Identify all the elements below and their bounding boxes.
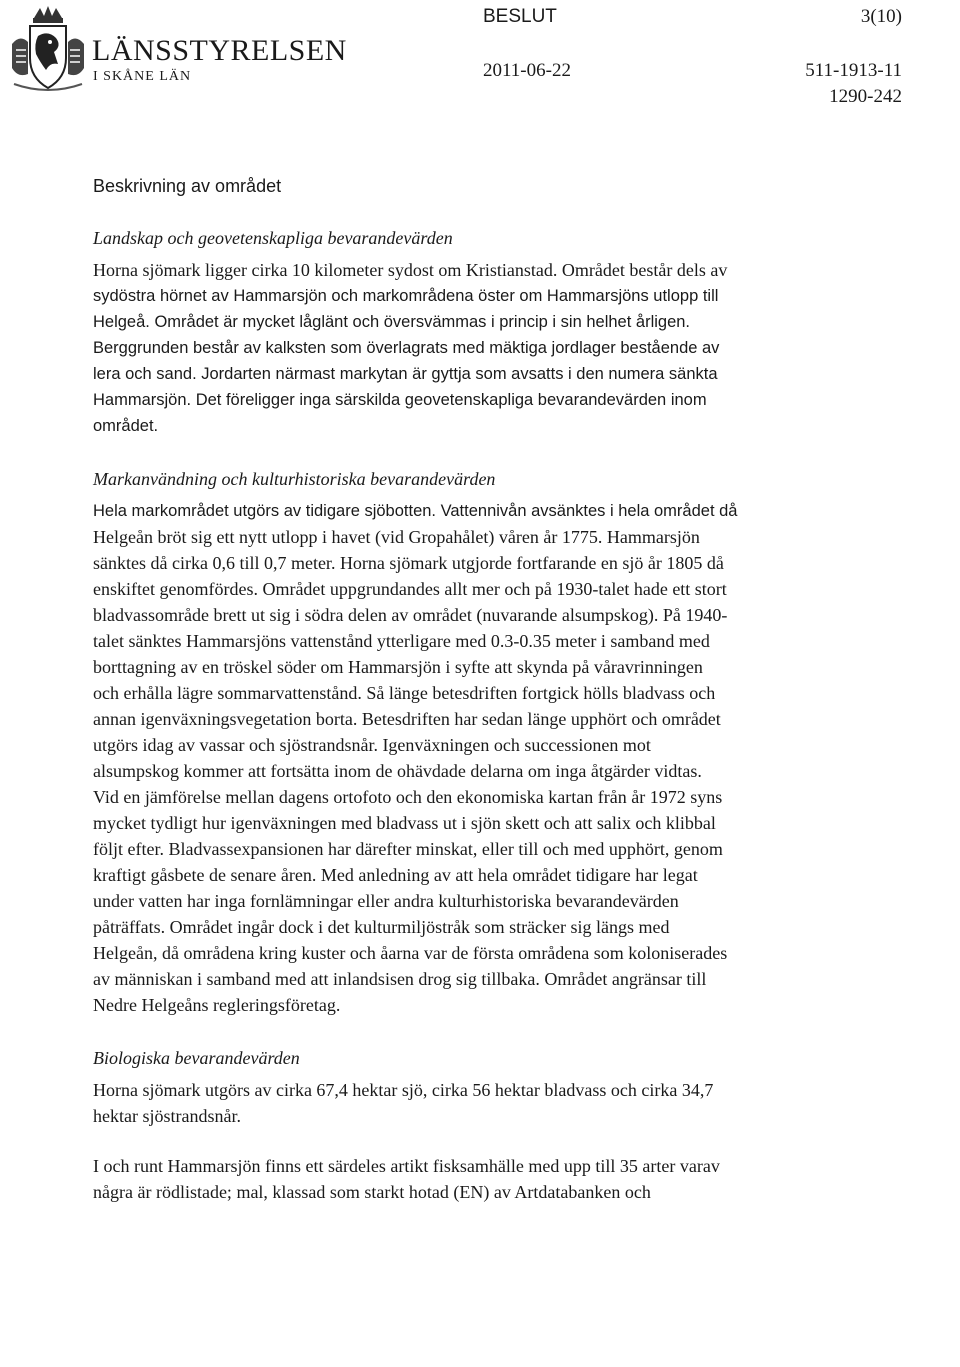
text-line: sydöstra hörnet av Hammarsjön och markområdena öster om Hammarsjöns utlopp till: [93, 287, 719, 305]
text-line: Helgeån bröt sig ett nytt utlopp i havet (vid Gropahålet) våren år 1775. Hammarsjön: [93, 527, 700, 547]
reference-number-2: 1290-242: [829, 86, 902, 107]
text-line: Horna sjömark ligger cirka 10 kilometer sydost om Kristianstad. Området består dels av: [93, 260, 728, 280]
text-line: några är rödlistade; mal, klassad som starkt hotad (EN) av Artdatabanken och: [93, 1182, 651, 1202]
text-line: Helgeån, då områdena kring kuster och åarna var de första områdena som koloniserades: [93, 943, 728, 963]
text-line: av människan i samband med att inlandsisen drog sig tillbaka. Området angränsar till: [93, 969, 707, 989]
landskap-heading: Landskap och geovetenskapliga bevarandevärden: [93, 228, 453, 248]
text-line: Hela markområdet utgörs av tidigare sjöbotten. Vattennivån avsänktes i hela området då: [93, 502, 738, 520]
text-line: och erhålla lägre sommarvattenstånd. Så länge betesdriften fortgick hölls bladvass och: [93, 683, 716, 703]
text-line: Hammarsjön. Det föreligger inga särskilda geovetenskapliga bevarandevärden inom: [93, 391, 707, 409]
section-title: Beskrivning av området: [93, 176, 282, 196]
markanvandning-heading: Markanvändning och kulturhistoriska bevarandevärden: [93, 469, 496, 489]
text-line: hektar sjöstrandsnår.: [93, 1106, 241, 1126]
text-line: lera och sand. Jordarten närmast markytan är gyttja som avsatts i den numera sänkta: [93, 365, 718, 383]
document-body: [93, 176, 838, 1205]
org-subtitle: I SKÅNE LÄN: [93, 69, 192, 84]
text-line: Horna sjömark utgörs av cirka 67,4 hektar sjö, cirka 56 hektar bladvass och cirka 34,7: [93, 1080, 714, 1100]
biologiska-section: [93, 1045, 838, 1129]
text-line: bladvassområde brett ut sig i södra delen av området (nuvarande alsumpskog). På 1940-: [93, 605, 728, 625]
biologiska-heading: Biologiska bevarandevärden: [93, 1048, 300, 1068]
text-line: följt efter. Bladvassexpansionen har därefter minskat, eller till och med upphört, genom: [93, 839, 723, 859]
fisk-paragraph: [93, 1153, 838, 1205]
document-type: BESLUT: [483, 6, 557, 27]
markanvandning-section: [93, 466, 838, 1018]
county-coat-of-arms-logo: [6, 4, 90, 96]
text-line: Nedre Helgeåns regleringsföretag.: [93, 995, 341, 1015]
reference-number-1: 511-1913-11: [805, 60, 902, 81]
page-number: 3(10): [860, 6, 902, 27]
text-line: utgörs idag av vassar och sjöstrandsnår. Igenväxningen och successionen mot: [93, 735, 651, 755]
text-line: alsumpskog kommer att fortsätta inom de ohävdade delarna om inga åtgärder vidtas.: [93, 761, 702, 781]
landskap-section: [93, 225, 838, 439]
text-line: Berggrunden består av kalksten som överlagrats med mäktiga jordlager bestående av: [93, 339, 720, 357]
text-line: området.: [93, 417, 159, 435]
text-line: Helgeå. Området är mycket låglänt och översvämmas i princip i sin helhet årligen.: [93, 313, 691, 331]
document-date: 2011-06-22: [483, 60, 571, 81]
text-line: Vid en jämförelse mellan dagens ortofoto och den ekonomiska kartan från år 1972 syns: [93, 787, 723, 807]
text-line: enskiftet genomfördes. Området uppgrundandes allt mer och på 1930-talet hade ett stort: [93, 579, 727, 599]
text-line: kraftigt gåsbete de senare åren. Med anledning av att hela området tidigare har legat: [93, 865, 698, 885]
text-line: borttagning av en tröskel söder om Hammarsjön i syfte att skynda på våravrinningen: [93, 657, 703, 677]
text-line: I och runt Hammarsjön finns ett särdeles artikt fisksamhälle med upp till 35 arter varav: [93, 1156, 720, 1176]
text-line: mycket tydligt hur igenväxningen med bladvass ut i sjön skett och att salix och klibbal: [93, 813, 716, 833]
text-line: talet sänktes Hammarsjöns vattenstånd ytterligare med 0.3-0.35 meter i samband med: [93, 631, 710, 651]
text-line: påträffats. Området ingår dock i det kulturmiljöstråk som sträcker sig längs med: [93, 917, 670, 937]
text-line: under vatten har inga fornlämningar eller andra kulturhistoriska bevarandevärden: [93, 891, 679, 911]
text-line: sänktes då cirka 0,6 till 0,7 meter. Horna sjömark utgjorde fortfarande en sjö år 1805 då: [93, 553, 724, 573]
org-name: LÄNSSTYRELSEN: [92, 34, 347, 67]
text-line: annan igenväxningsvegetation borta. Betesdriften har sedan länge upphört och området: [93, 709, 721, 729]
